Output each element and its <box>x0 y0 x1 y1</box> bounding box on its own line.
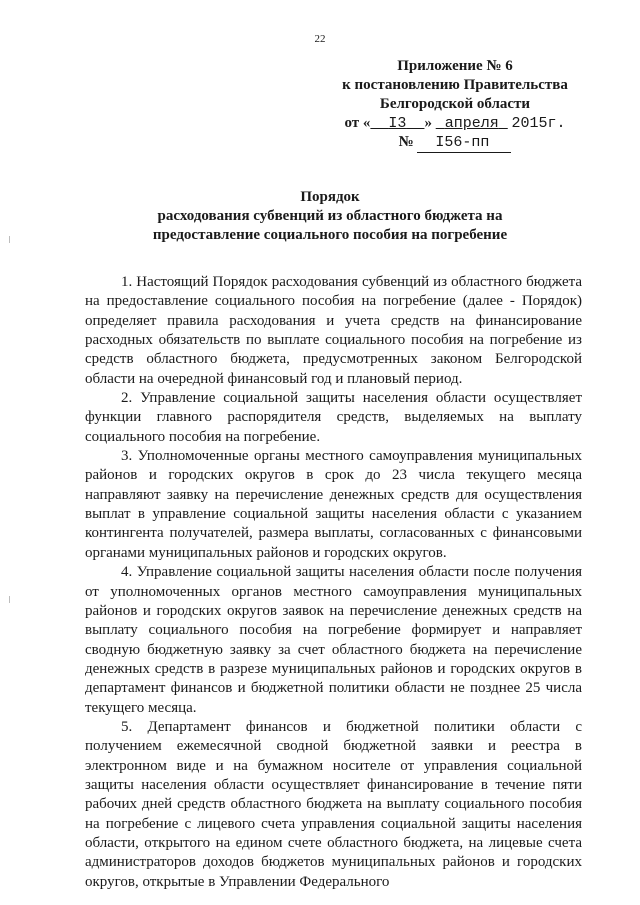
date-year: 2015г. <box>511 115 566 132</box>
paragraph-5: 5. Департамент финансов и бюджетной политики области с получением ежемесячной сводной бюджетной заявки и реестра в электронном виде и на бумажном носителе от управления социальной защиты населения области осуществляет финансирование в течение пяти рабочих дней средств областного бюджета на выплату социального пособия на погребение с лицевого счета управления социальной защиты населения области, открытого на едином счете областного бюджета, на лицевые счета администраторов доходов бюджетов муниципальных районов и городских округов, открытые в Управлении Федерального <box>85 718 582 890</box>
number-value: I56-пп <box>417 133 511 153</box>
paragraph-3: 3. Уполномоченные органы местного самоуправления муниципальных районов и городских округов в срок до 23 числа текущего месяца направляют заявку на перечисление денежных средств для осуществления выплат в управление социальной защиты населения области с указанием контингента получателей, размера выплаты, согласованных с финансовыми органами муниципальных районов и городских округов. <box>85 448 582 561</box>
document-body <box>85 273 582 892</box>
scan-margin-mark <box>9 596 10 603</box>
date-quote-close: » <box>424 115 432 131</box>
paragraph-4: 4. Управление социальной защиты населения области после получения от уполномоченных органов местного самоуправления муниципальных районов и городских округов заявок на перечисление денежных средств на выплату социального пособия на погребение формирует и направляет сводную бюджетную заявку за счет областного бюджета на перечисление денежных средств в разрезе муниципальных районов и городских округов в департамент финансов и бюджетной политики области не позднее 25 числа текущего месяца. <box>85 564 582 716</box>
document-title <box>90 188 570 245</box>
title-line-2: расходования субвенций из областного бюджета на <box>157 208 503 224</box>
appendix-date-line <box>340 114 570 133</box>
title-line-3: предоставление социального пособия на погребение <box>152 227 508 243</box>
appendix-title: Приложение № 6 <box>397 58 513 74</box>
date-month: апреля <box>444 115 499 132</box>
date-day: I3 <box>388 115 407 132</box>
paragraph-2: 2. Управление социальной защиты населения области осуществляет функции главного распорядителя средств, выделяемых на выплату социального пособия на погребение. <box>85 390 582 445</box>
appendix-header <box>340 57 570 153</box>
appendix-number-line <box>340 133 570 153</box>
title-line-1: Порядок <box>300 189 360 205</box>
appendix-resolution-line: к постановлению Правительства <box>342 77 568 93</box>
appendix-region-line: Белгородской области <box>379 96 531 112</box>
page-number: 22 <box>314 33 326 45</box>
date-prefix: от « <box>344 115 371 131</box>
number-prefix: № <box>398 134 414 150</box>
scan-margin-mark <box>9 236 10 243</box>
paragraph-1: 1. Настоящий Порядок расходования субвенций из областного бюджета на предоставление социального пособия на погребение (далее - Порядок) определяет правила расходования и учета средств на финансирование расходных обязательств по выплате социального пособия на погребение из средств областного бюджета, предусмотренных законом Белгородской области на очередной финансовый год и плановый период. <box>85 274 582 387</box>
